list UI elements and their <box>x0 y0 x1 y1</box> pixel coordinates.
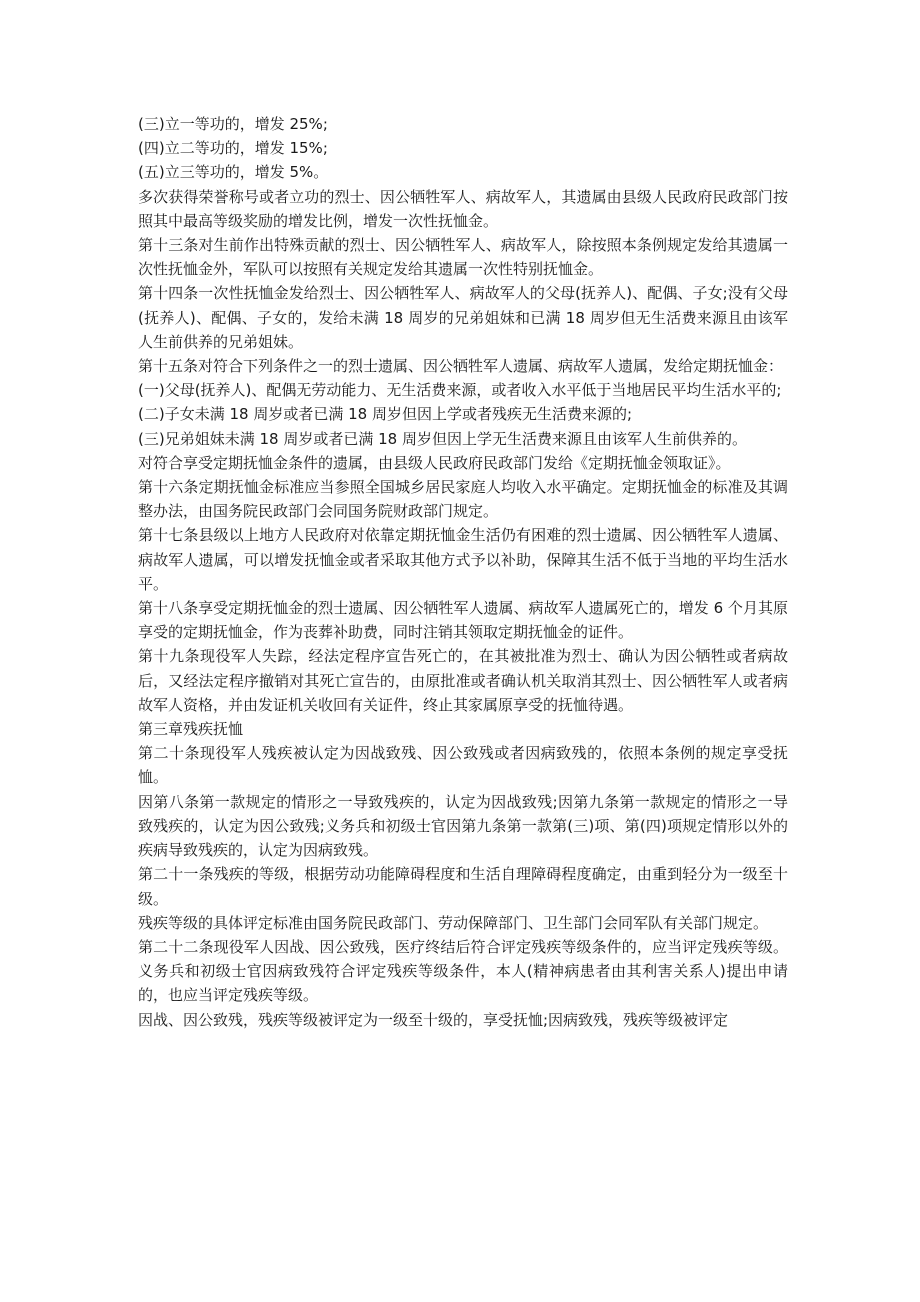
article-22-paragraph-2: 因战、因公致残，残疾等级被评定为一级至十级的，享受抚恤;因病致残，残疾等级被评定 <box>138 1010 729 1029</box>
article-13: 第十三条对生前作出特殊贡献的烈士、因公牺牲军人、病故军人，除按照本条例规定发给其遗属一次性抚恤金外，军队可以按照有关规定发给其遗属一次性特别抚恤金。 <box>138 236 788 279</box>
article-21-paragraph-2: 残疾等级的具体评定标准由国务院民政部门、劳动保障部门、卫生部门会同军队有关部门规定。 <box>138 913 769 932</box>
article-17: 第十七条县级以上地方人民政府对依靠定期抚恤金生活仍有困难的烈士遗属、因公牺牲军人遗属、病故军人遗属，可以增发抚恤金或者采取其他方式予以补助，保障其生活不低于当地的平均生活水平。 <box>138 526 788 593</box>
article-15-item-3: (三)兄弟姐妹未满 18 周岁或者已满 18 周岁但因上学无生活费来源且由该军人生前供养的。 <box>138 429 747 448</box>
article-20: 第二十条现役军人残疾被认定为因战致残、因公致残或者因病致残的，依照本条例的规定享受抚恤。 <box>138 744 788 787</box>
clause-item-3: (三)立一等功的，增发 25%; <box>138 115 328 133</box>
article-14: 第十四条一次性抚恤金发给烈士、因公牺牲军人、病故军人的父母(抚养人)、配偶、子女;没有父母(抚养人)、配偶、子女的，发给未满 18 周岁的兄弟姐妹和已满 18 周岁但无生活费来源且由该军人生前供养的兄弟姐妹。 <box>138 284 788 351</box>
article-18: 第十八条享受定期抚恤金的烈士遗属、因公牺牲军人遗属、病故军人遗属死亡的，增发 6 个月其原享受的定期抚恤金，作为丧葬补助费，同时注销其领取定期抚恤金的证件。 <box>138 599 788 642</box>
clause-item-5: (五)立三等功的，增发 5%。 <box>138 163 329 182</box>
clause-item-4: (四)立二等功的，增发 15%; <box>138 139 328 158</box>
article-19: 第十九条现役军人失踪，经法定程序宣告死亡的，在其被批准为烈士、确认为因公牺牲或者病故后，又经法定程序撤销对其死亡宣告的，由原批准或者确认机关取消其烈士、因公牺牲军人或者病故军人资格，并由发证机关收回有关证件，终止其家属原享受的抚恤待遇。 <box>138 647 788 714</box>
article-16: 第十六条定期抚恤金标准应当参照全国城乡居民家庭人均收入水平确定。定期抚恤金的标准及其调整办法，由国务院民政部门会同国务院财政部门规定。 <box>138 478 788 521</box>
article-15: 第十五条对符合下列条件之一的烈士遗属、因公牺牲军人遗属、病故军人遗属，发给定期抚恤金： <box>138 357 784 376</box>
paragraph-multiple-honors: 多次获得荣誉称号或者立功的烈士、因公牺牲军人、病故军人，其遗属由县级人民政府民政部门按照其中最高等级奖励的增发比例，增发一次性抚恤金。 <box>138 187 788 230</box>
paragraph-certificate: 对符合享受定期抚恤金条件的遗属，由县级人民政府民政部门发给《定期抚恤金领取证》。 <box>138 453 731 472</box>
article-15-item-1: (一)父母(抚养人)、配偶无劳动能力、无生活费来源，或者收入水平低于当地居民平均生活水平的; <box>138 381 782 400</box>
article-22: 第二十二条现役军人因战、因公致残，医疗终结后符合评定残疾等级条件的，应当评定残疾等级。义务兵和初级士官因病致残符合评定残疾等级条件，本人(精神病患者由其利害关系人)提出申请的，也应当评定残疾等级。 <box>138 937 788 1005</box>
document-body <box>138 112 788 1032</box>
chapter-3-heading: 第三章残疾抚恤 <box>138 720 244 739</box>
article-21: 第二十一条残疾的等级，根据劳动功能障碍程度和生活自理障碍程度确定，由重到轻分为一级至十级。 <box>138 865 788 908</box>
article-20-paragraph-2: 因第八条第一款规定的情形之一导致残疾的，认定为因战致残;因第九条第一款规定的情形之一导致残疾的，认定为因公致残;义务兵和初级士官因第九条第一款第(三)项、第(四)项规定情形以外的疾病导致残疾的，认定为因病致残。 <box>138 792 788 860</box>
article-15-item-2: (二)子女未满 18 周岁或者已满 18 周岁但因上学或者残疾无生活费来源的; <box>138 405 633 424</box>
